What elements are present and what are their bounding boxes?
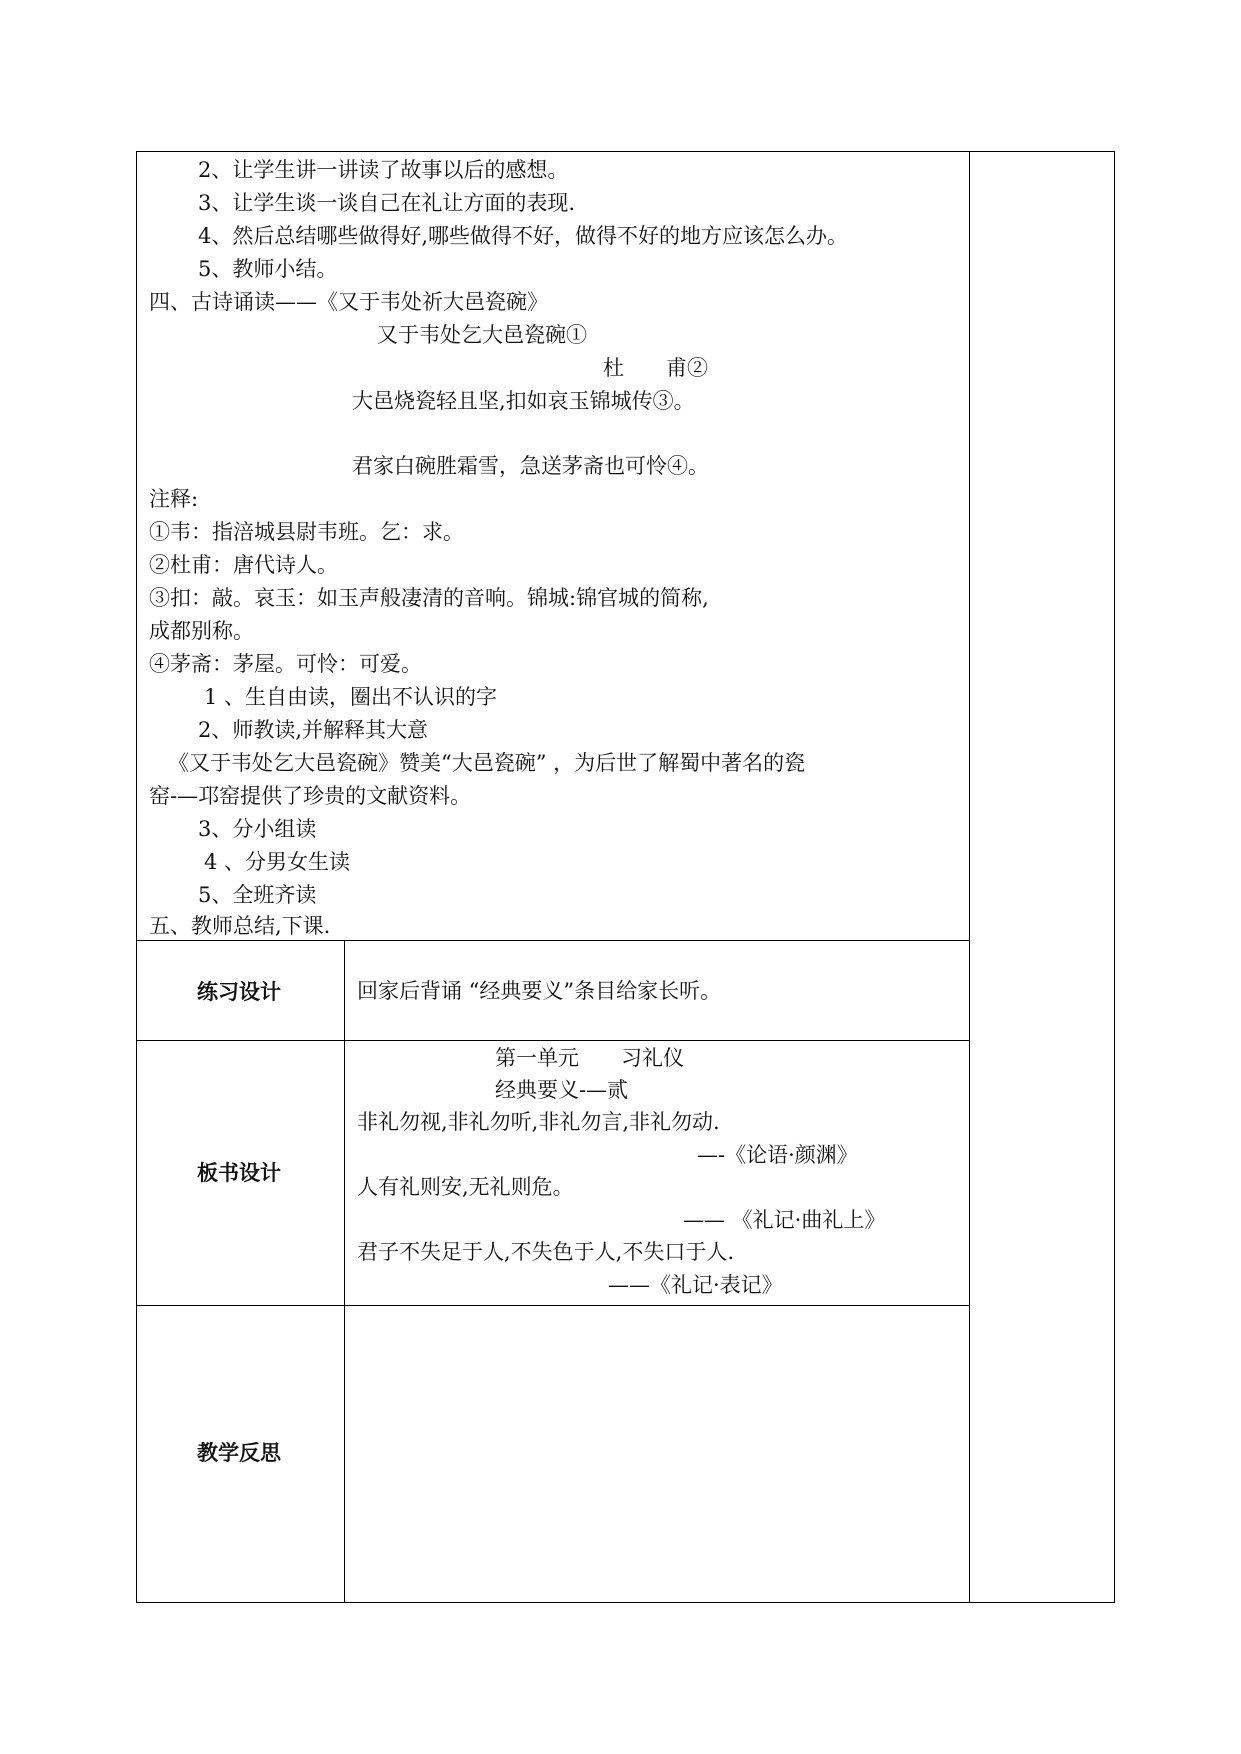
board-source: —-《论语·颜渊》 [697,1143,858,1167]
board-quote: 非礼勿视,非礼勿听,非礼勿言,非礼勿动. [357,1110,720,1134]
note-item: ③扣：敲。哀玉：如玉声般凄清的音响。锦城:锦官城的简称, [149,586,709,610]
board-unit-title: 第一单元 习礼仪 [495,1046,684,1070]
exercise-content: 回家后背诵 “经典要义”条目给家长听。 [357,979,722,1003]
step-text: 4 、分男女生读 [204,850,351,874]
section-heading: 四、古诗诵读——《又于韦处祈大邑瓷碗》 [149,290,548,314]
board-source: —— 《礼记·曲礼上》 [683,1208,886,1232]
exercise-label: 练习设计 [197,980,281,1004]
paragraph-text: 《又于韦处乞大邑瓷碗》赞美“大邑瓷碗” ，为后世了解蜀中著名的瓷 [168,751,806,775]
poem-author: 杜 甫② [603,356,708,380]
note-item: ②杜甫：唐代诗人。 [149,553,338,577]
step-text: 5、全班齐读 [198,883,317,907]
board-source: ——《礼记·表记》 [608,1273,783,1297]
step-text: 1 、生自由读，圈出不认识的字 [204,685,498,709]
paragraph-text: 窑-—邛窑提供了珍贵的文献资料。 [149,784,472,808]
poem-line: 君家白碗胜霜雪，急送茅斋也可怜④。 [352,454,709,478]
step-text: 3、分小组读 [198,817,317,841]
step-text: 3、让学生谈一谈自己在礼让方面的表现. [198,191,576,215]
note-item: 成都别称。 [149,619,254,643]
board-subtitle: 经典要义-—贰 [495,1078,629,1102]
step-text: 2、让学生讲一讲读了故事以后的感想。 [198,158,569,182]
row-divider-reflection [136,1305,970,1306]
step-text: 2、师教读,并解释其大意 [198,718,429,742]
board-quote: 人有礼则安,无礼则危。 [357,1175,574,1199]
notes-heading: 注释: [149,487,199,511]
column-divider-main [969,151,970,1603]
table-right-border [1114,151,1115,1603]
note-item: ①韦：指涪城县尉韦班。乞：求。 [149,520,464,544]
table-left-border [136,151,137,1603]
step-text: 4、然后总结哪些做得好,哪些做得不好，做得不好的地方应该怎么办。 [198,224,849,248]
note-item: ④茅斋：茅屋。可怜：可爱。 [149,652,422,676]
step-text: 5、教师小结。 [198,257,338,281]
poem-line: 大邑烧瓷轻且坚,扣如哀玉锦城传③。 [352,389,695,413]
poem-title: 又于韦处乞大邑瓷碗① [377,323,587,347]
section-heading: 五、教师总结,下课. [149,914,331,938]
board-quote: 君子不失足于人,不失色于人,不失口于人. [357,1240,735,1264]
reflection-label: 教学反思 [197,1441,281,1465]
board-label: 板书设计 [197,1161,281,1185]
row-divider-board [136,1040,970,1041]
